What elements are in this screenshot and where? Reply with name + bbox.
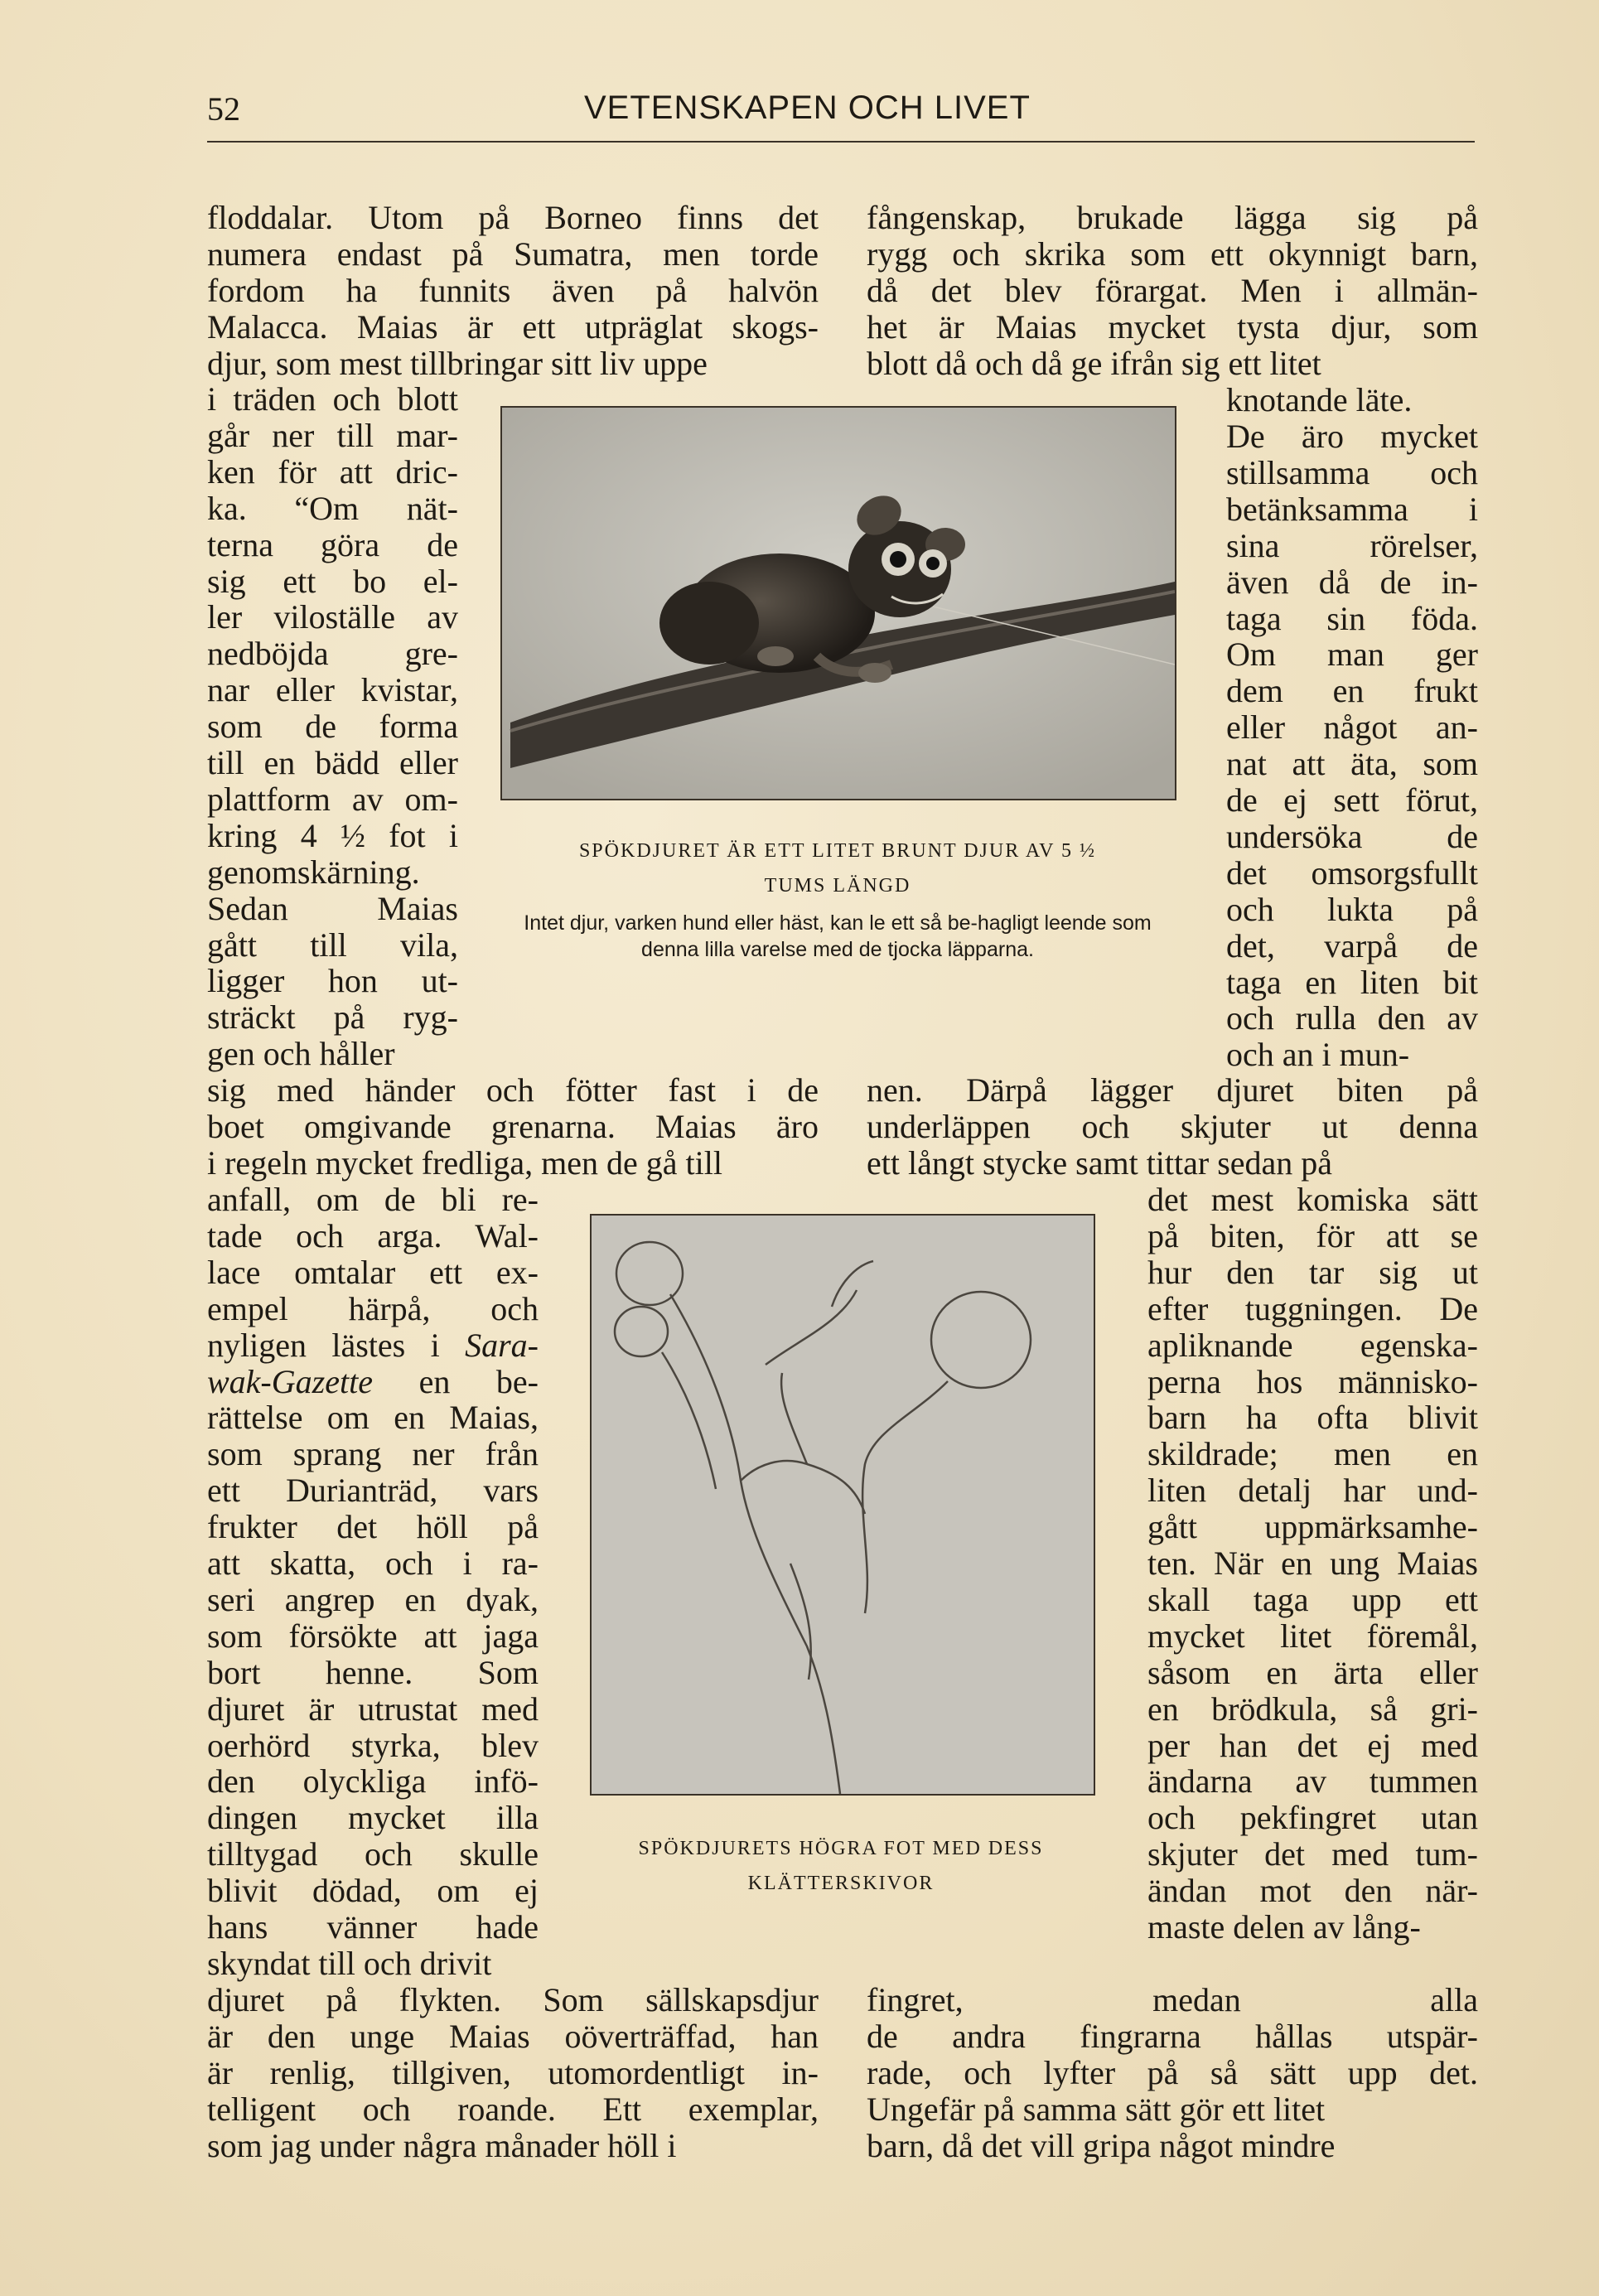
text-line: hans vänner hade	[207, 1908, 539, 1946]
text-line: floddalar. Utom på Borneo finns det	[207, 199, 819, 236]
text-line: nen. Därpå lägger djuret biten på	[867, 1071, 1478, 1109]
text-line: nat att äta, som	[1226, 745, 1478, 783]
text-line: undersöka de	[1226, 817, 1478, 855]
text-line: är den unge Maias oöverträffad, han	[207, 2017, 819, 2055]
text-line: såsom en ärta eller	[1147, 1653, 1478, 1691]
text-line: är renlig, tillgiven, utomordentligt in-	[207, 2053, 819, 2091]
text-line: nar eller kvistar,	[207, 671, 458, 709]
text-line: det omsorgsfullt	[1226, 853, 1478, 892]
text-line: seri angrep en dyak,	[207, 1580, 539, 1618]
text-line: till en bädd eller	[207, 744, 458, 781]
text-line: ligger hon ut-	[207, 962, 458, 1000]
tarsier-illustration	[502, 408, 1175, 799]
journal-title: VETENSKAPEN OCH LIVET	[584, 89, 1031, 126]
italic-text: wak-Gazette	[207, 1362, 373, 1400]
text-line: och lukta på	[1226, 890, 1478, 928]
text-line: sig ett bo el-	[207, 562, 458, 600]
text-line: boet omgivande grenarna. Maias äro	[207, 1107, 819, 1145]
text-line: underläppen och skjuter ut denna	[867, 1107, 1478, 1145]
text-line: fångenskap, brukade lägga sig på	[867, 199, 1478, 236]
text-line: går ner till mar-	[207, 416, 458, 454]
text-line: numera endast på Sumatra, men torde	[207, 234, 819, 273]
text-line: då det blev förargat. Men i allmän-	[867, 271, 1478, 309]
tarsier-photo	[500, 406, 1176, 800]
text-line: genomskärning.	[207, 853, 420, 891]
text-line: även då de in-	[1226, 563, 1478, 601]
text-line: telligent och roande. Ett exemplar,	[207, 2090, 819, 2128]
text-line: på biten, för att se	[1147, 1216, 1478, 1254]
text-line: het är Maias mycket tysta djur, som	[867, 307, 1478, 346]
text-line: tilltygad och skulle	[207, 1835, 539, 1873]
text-line: dem en frukt	[1226, 672, 1478, 710]
text-line: efter tuggningen. De	[1147, 1289, 1478, 1327]
text-line: stillsamma och	[1226, 453, 1478, 491]
running-header	[207, 89, 1475, 143]
text-line: frukter det höll på	[207, 1508, 539, 1546]
text-line: det, varpå de	[1226, 926, 1478, 964]
text-line: i träden och blott	[207, 380, 458, 418]
text-line: oerhörd styrka, blev	[207, 1726, 539, 1764]
text-line: apliknande egenska-	[1147, 1326, 1478, 1364]
text-line: bort henne. Som	[207, 1653, 539, 1691]
text-line: knotande läte.	[1226, 381, 1413, 418]
text-line: fordom ha funnits även på halvön	[207, 271, 819, 309]
text-line: nedböjda gre-	[207, 635, 458, 673]
text-line: och rulla den av	[1226, 999, 1478, 1037]
text-line: ett Durianträd, vars	[207, 1472, 539, 1510]
text-line: ändarna av tummen	[1147, 1762, 1478, 1801]
text-line: som jag under några månader höll i	[207, 2126, 677, 2164]
text-line: blott då och då ge ifrån sig ett litet	[867, 344, 1321, 382]
text-line: gen och håller	[207, 1035, 395, 1073]
figure2-caption	[580, 1831, 1102, 1901]
text-line: Malacca. Maias är ett utpräglat skogs-	[207, 307, 819, 346]
text-line: fingret, medan alla	[867, 1981, 1478, 2018]
figure1-caption-title: SPÖKDJURET ÄR ETT LITET BRUNT DJUR AV 5 ½	[578, 840, 1097, 862]
text-line: anfall, om de bli re-	[207, 1181, 539, 1218]
text-line: som försökte att jaga	[207, 1617, 539, 1655]
text-line: skall taga upp ett	[1147, 1580, 1478, 1618]
text-line: sträckt på ryg-	[207, 998, 458, 1037]
text-line: lace omtalar ett ex-	[207, 1253, 539, 1291]
text-line: plattform av om-	[207, 780, 458, 818]
text-line: liten detalj har und-	[1147, 1472, 1478, 1510]
figure2-caption-title: SPÖKDJURETS HÖGRA FOT MED DESS	[638, 1838, 1044, 1859]
text-line: skildrade; men en	[1147, 1435, 1478, 1473]
foot-illustration	[592, 1216, 1094, 1794]
text-line: rygg och skrika som ett okynnigt barn,	[867, 234, 1478, 273]
text-line: terna göra de	[207, 525, 458, 563]
text-line: djur, som mest tillbringar sitt liv uppe	[207, 344, 708, 382]
text-line: nyligen lästes i Sara-	[207, 1326, 539, 1364]
text-line: dingen mycket illa	[207, 1799, 539, 1837]
text-line: Ungefär på samma sätt gör ett litet	[867, 2090, 1326, 2128]
text-line: ten. När en ung Maias	[1147, 1544, 1478, 1582]
text-line: de andra fingrarna hållas utspär-	[867, 2017, 1478, 2055]
text-line: ken för att dric-	[207, 452, 458, 491]
text-line: det mest komiska sätt	[1147, 1181, 1478, 1218]
page-number: 52	[207, 90, 240, 128]
text-line: de ej sett förut,	[1226, 781, 1478, 819]
text-line: tade och arga. Wal-	[207, 1216, 539, 1254]
text-line: barn, då det vill gripa något mindre	[867, 2127, 1336, 2164]
text-line: gått till vila,	[207, 926, 458, 964]
text-line: sina rörelser,	[1226, 526, 1478, 564]
text-line: den olyckliga infö-	[207, 1762, 539, 1801]
text-line: och an i mun-	[1226, 1036, 1410, 1074]
text-line: empel härpå, och	[207, 1289, 539, 1327]
text-line: eller något an-	[1226, 708, 1478, 747]
text-line: Sedan Maias	[207, 889, 458, 927]
text-line: mycket litet föremål,	[1147, 1617, 1478, 1655]
figure1-caption-text: Intet djur, varken hund eller häst, kan le ett så be-hagligt leende som denna lilla varelse med de tjocka läpparna.	[524, 911, 1152, 961]
text-line: Om man ger	[1226, 636, 1478, 674]
text-line: djuret på flykten. Som sällskapsdjur	[207, 1981, 819, 2018]
figure1-caption	[494, 834, 1181, 963]
text-line: perna hos människo-	[1147, 1362, 1478, 1400]
text-line: taga sin föda.	[1226, 599, 1478, 637]
text-line: sig med händer och fötter fast i de	[207, 1071, 819, 1109]
text-line: skjuter det med tum-	[1147, 1835, 1478, 1873]
figure1-caption-title-2: TUMS LÄNGD	[764, 875, 911, 897]
text-line: per han det ej med	[1147, 1726, 1478, 1764]
text-line: ett långt stycke samt tittar sedan på	[867, 1143, 1333, 1182]
text-line: maste delen av lång-	[1147, 1908, 1421, 1946]
text-line: i regeln mycket fredliga, men de gå till	[207, 1143, 722, 1182]
text-line: taga en liten bit	[1226, 963, 1478, 1001]
text-line: gått uppmärksamhe-	[1147, 1508, 1478, 1546]
text-line: ka. “Om nät-	[207, 489, 458, 527]
text-line: wak-Gazette en be-	[207, 1362, 539, 1400]
text-line: barn ha ofta blivit	[1147, 1399, 1478, 1437]
text-line: djuret är utrustat med	[207, 1689, 539, 1728]
text-line: skyndat till och drivit	[207, 1944, 492, 1982]
text-line: och pekfingret utan	[1147, 1799, 1478, 1837]
text-line: en brödkula, så gri-	[1147, 1689, 1478, 1728]
text-line: rättelse om en Maias,	[207, 1399, 539, 1437]
foot-drawing	[590, 1214, 1095, 1796]
text-line: att skatta, och i ra-	[207, 1544, 539, 1582]
text-line: betänksamma i	[1226, 490, 1478, 528]
figure2-caption-title-2: KLÄTTERSKIVOR	[747, 1873, 935, 1894]
text-line: hur den tar sig ut	[1147, 1253, 1478, 1291]
text-line: kring 4 ½ fot i	[207, 816, 458, 854]
text-line: som sprang ner från	[207, 1435, 539, 1473]
text-line: ändan mot den när-	[1147, 1872, 1478, 1910]
text-line: blivit dödad, om ej	[207, 1872, 539, 1910]
text-line: De äro mycket	[1226, 418, 1478, 455]
text-line: rade, och lyfter på så sätt upp det.	[867, 2053, 1478, 2091]
italic-text: Sara-	[465, 1326, 539, 1364]
text-line: ler viloställe av	[207, 598, 458, 636]
text-line: som de forma	[207, 708, 458, 746]
